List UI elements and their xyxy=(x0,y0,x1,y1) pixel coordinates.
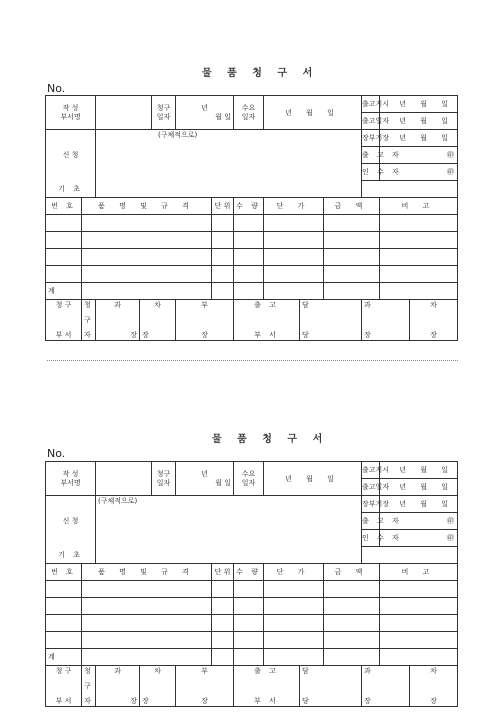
table-row[interactable] xyxy=(46,266,458,283)
apply-label-cell xyxy=(46,496,96,547)
header-item-spec: 품 명 및 규 격 xyxy=(82,564,212,581)
ship-dept-label: 출 고 부 서 xyxy=(234,300,300,341)
request-table xyxy=(45,95,458,341)
writer-dept-label: 작 성 부서명 xyxy=(46,462,96,496)
table-row[interactable] xyxy=(46,232,458,249)
ledger-label: 장부기장 xyxy=(362,496,380,513)
deputy2-sign[interactable]: 차 장 xyxy=(410,666,458,707)
requester-label: 청 구 자 xyxy=(82,666,96,707)
writer-dept-label: 작 성 부서명 xyxy=(46,96,96,130)
header-unit: 단 위 xyxy=(212,198,234,215)
header-unit-price: 단 가 xyxy=(264,564,324,581)
table-row[interactable] xyxy=(46,249,458,266)
header-remarks: 비 고 xyxy=(380,198,458,215)
request-dept-label: 청 구 부 서 xyxy=(46,666,82,707)
receive-date-label: 수요 일자 xyxy=(234,96,264,130)
table-row[interactable] xyxy=(46,598,458,615)
header-number: 번 호 xyxy=(46,564,82,581)
concrete-note: (구체적으로) xyxy=(158,131,198,139)
concrete-details-field[interactable] xyxy=(96,130,362,198)
header-amount: 금 액 xyxy=(324,564,380,581)
deputy-sign[interactable]: 차 장 xyxy=(140,300,176,341)
request-date-field[interactable]: 년 월 일 xyxy=(176,96,234,130)
ship-date-field[interactable]: 년 월 일 xyxy=(380,479,458,496)
ledger-date[interactable]: 년 월 일 xyxy=(380,130,458,147)
apply-label: 신 청 xyxy=(62,517,79,526)
form-title: 물 품 청 구 서 xyxy=(202,68,319,79)
deputy2-sign[interactable]: 차 장 xyxy=(410,300,458,341)
ship-instruction-date[interactable]: 년 월 일 xyxy=(380,462,458,479)
request-form-1 xyxy=(45,95,457,341)
header-quantity: 수 량 xyxy=(234,564,264,581)
header-amount: 금 액 xyxy=(324,198,380,215)
concrete-details-field[interactable] xyxy=(96,496,362,564)
request-table xyxy=(45,461,458,707)
ledger-label: 장부기장 xyxy=(362,130,380,147)
request-date-label: 청구 일자 xyxy=(152,96,176,130)
receive-date-field[interactable]: 년 월 일 xyxy=(264,96,362,130)
section-chief-sign[interactable]: 과 장 xyxy=(96,300,140,341)
receiver-label: 인 수 자 xyxy=(362,530,380,547)
receiver-seal[interactable]: ㊞ xyxy=(380,164,458,181)
table-row[interactable] xyxy=(46,215,458,232)
section-chief-sign[interactable]: 과 장 xyxy=(96,666,140,707)
sum-label: 계 xyxy=(46,283,82,300)
shipper-seal[interactable]: ㊞ xyxy=(380,513,458,530)
ship-instruction-label: 출고지시 xyxy=(362,462,380,479)
sum-field[interactable] xyxy=(82,283,212,300)
base-label: 기 초 xyxy=(46,181,96,198)
requester-label: 청 구 자 xyxy=(82,300,96,341)
header-unit: 단 위 xyxy=(212,564,234,581)
form-title: 물 품 청 구 서 xyxy=(212,434,329,445)
deputy-sign[interactable]: 차 장 xyxy=(140,666,176,707)
sum-label: 계 xyxy=(46,649,82,666)
sum-field[interactable] xyxy=(82,649,212,666)
receive-date-label: 수요 일자 xyxy=(234,462,264,496)
shipper-label: 출 고 자 xyxy=(362,147,380,164)
request-form-2 xyxy=(45,461,457,707)
ship-date-field[interactable]: 년 월 일 xyxy=(380,113,458,130)
ship-instruction-label: 출고지시 xyxy=(362,96,380,113)
header-unit-price: 단 가 xyxy=(264,198,324,215)
request-date-field[interactable]: 년 월 일 xyxy=(176,462,234,496)
person-in-charge-sign[interactable]: 담 당 xyxy=(300,300,362,341)
writer-dept-field[interactable] xyxy=(96,96,152,130)
director-sign[interactable]: 부 장 xyxy=(176,666,234,707)
form-number-label: No. xyxy=(47,82,66,95)
header-quantity: 수 량 xyxy=(234,198,264,215)
base-label: 기 초 xyxy=(46,547,96,564)
concrete-note: (구체적으로) xyxy=(98,497,138,505)
writer-dept-field[interactable] xyxy=(96,462,152,496)
shipper-label: 출 고 자 xyxy=(362,513,380,530)
request-dept-label: 청 구 부 서 xyxy=(46,300,82,341)
apply-label: 신 청 xyxy=(62,151,79,160)
person-in-charge-sign[interactable]: 담 당 xyxy=(300,666,362,707)
table-row[interactable] xyxy=(46,615,458,632)
shipper-seal[interactable]: ㊞ xyxy=(380,147,458,164)
header-remarks: 비 고 xyxy=(380,564,458,581)
table-row[interactable] xyxy=(46,632,458,649)
apply-label-cell xyxy=(46,130,96,181)
table-row[interactable] xyxy=(46,581,458,598)
request-date-label: 청구 일자 xyxy=(152,462,176,496)
cut-line-divider xyxy=(47,360,458,361)
ship-date-label: 출고일자 xyxy=(362,479,380,496)
section-chief2-sign[interactable]: 과 장 xyxy=(362,300,410,341)
ship-dept-label: 출 고 부 서 xyxy=(234,666,300,707)
ledger-date[interactable]: 년 월 일 xyxy=(380,496,458,513)
ship-date-label: 출고일자 xyxy=(362,113,380,130)
receive-date-field[interactable]: 년 월 일 xyxy=(264,462,362,496)
form-number-label: No. xyxy=(47,447,66,460)
receiver-seal[interactable]: ㊞ xyxy=(380,530,458,547)
ship-instruction-date[interactable]: 년 월 일 xyxy=(380,96,458,113)
header-item-spec: 품 명 및 규 격 xyxy=(82,198,212,215)
director-sign[interactable]: 부 장 xyxy=(176,300,234,341)
receiver-label: 인 수 자 xyxy=(362,164,380,181)
header-number: 번 호 xyxy=(46,198,82,215)
section-chief2-sign[interactable]: 과 장 xyxy=(362,666,410,707)
